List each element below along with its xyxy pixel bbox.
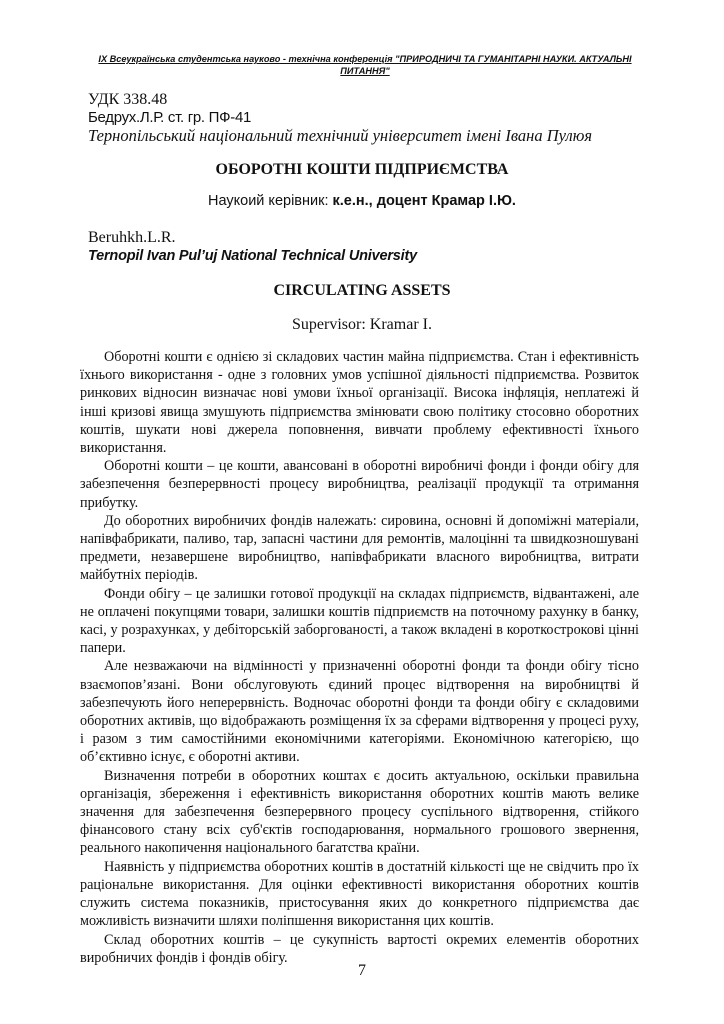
author-en: Beruhkh.L.R. [88, 229, 176, 246]
paper-body [80, 348, 639, 967]
body-paragraph: Визначення потреби в оборотних коштах є досить актуальною, оскільки правильна організація, збереження і ефективність використання оборотних коштів мають велике значення для забезпечення безперервного процесу суспільного відтворення, стійкого фінансового стану всіх суб'єктів господарювання, нормального грошового звернення, реального накопичення національного багатства країни. [80, 767, 639, 857]
supervisor-en: Supervisor: Kramar I. [292, 316, 432, 333]
conference-header: IX Всеукраїнська студентська науково - технічна конференція "ПРИРОДНИЧІ ТА ГУМАНІТАРНІ НАУКИ. АКТУАЛЬНІ ПИТАННЯ" [98, 54, 632, 76]
paper-title-ua: ОБОРОТНІ КОШТИ ПІДПРИЄМСТВА [215, 161, 509, 178]
page-number: 7 [358, 962, 366, 979]
body-paragraph: Фонди обігу – це залишки готової продукції на складах підприємств, відвантажені, але не оплачені покупцями товари, залишки коштів підприємств на поточному рахунку в банку, касі, у розрахунках, у дебіторській заборгованості, а також вкладені в короткострокові цінні папери. [80, 585, 639, 657]
author-ua: Бедрух.Л.Р. ст. гр. ПФ-41 [88, 109, 252, 126]
paper-title-en: CIRCULATING ASSETS [273, 282, 451, 299]
university-ua: Тернопільський національний технічний університет імені Івана Пулюя [88, 126, 593, 145]
supervisor-ua [0, 193, 724, 209]
body-paragraph: Склад оборотних коштів – це сукупність вартості окремих елементів оборотних виробничих фондів і фондів обігу. [80, 931, 639, 966]
body-paragraph: До оборотних виробничих фондів належать: сировина, основні й допоміжні матеріали, напівфабрикати, паливо, тар, запасні частини для ремонтів, малоцінні та швидкозношувані предмети, незавершене виробництво, напівфабрикати власного виробництва, витрати майбутніх періодів. [80, 512, 639, 584]
supervisor-label-ua: Наукоий керівник: [208, 193, 333, 209]
body-paragraph: Оборотні кошти є однією зі складових частин майна підприємства. Стан і ефективність їхнього використання - одне з головних умов успішної діяльності підприємства. Розвиток ринкових відносин визначає нові умови їхньої організації. Висока інфляція, неплатежі й інші кризові явища змушують підприємства змінювати свою політику стосовно оборотних коштів, шукати нові джерела поповнення, вивчати проблему ефективності їхнього використання. [80, 349, 639, 457]
body-paragraph: Наявність у підприємства оборотних коштів в достатній кількості ще не свідчить про їх раціональне використання. Для оцінки ефективності використання оборотних коштів служить система показників, пристосування яких до конкретного підприємства дає можливість визначити шляхи поліпшення використання цих коштів. [80, 858, 639, 930]
supervisor-name-ua: к.е.н., доцент Крамар І.Ю. [332, 193, 516, 209]
university-en: Ternopil Ivan Pul’uj National Technical University [88, 248, 417, 264]
body-paragraph: Але незважаючи на відмінності у призначенні оборотні фонди та фонди обігу тісно взаємопов’язані. Вони обслуговують єдиний процес відтворення на виробництві й забезпечують його неперервність. Водночас оборотні фонди та фонди обігу є складовими оборотних активів, що відображають розміщення їх за сферами відтворення у процесі руху, і разом з тим самостійними економічними категоріями. Економічною категорією, що об’єктивно існує, є оборотні активи. [80, 658, 639, 766]
body-paragraph: Оборотні кошти – це кошти, авансовані в оборотні виробничі фонди і фонди обігу для забезпечення безперервності процесу виробництва, реалізації продукції та отримання прибутку. [80, 458, 639, 511]
udc-code: УДК 338.48 [88, 91, 168, 108]
